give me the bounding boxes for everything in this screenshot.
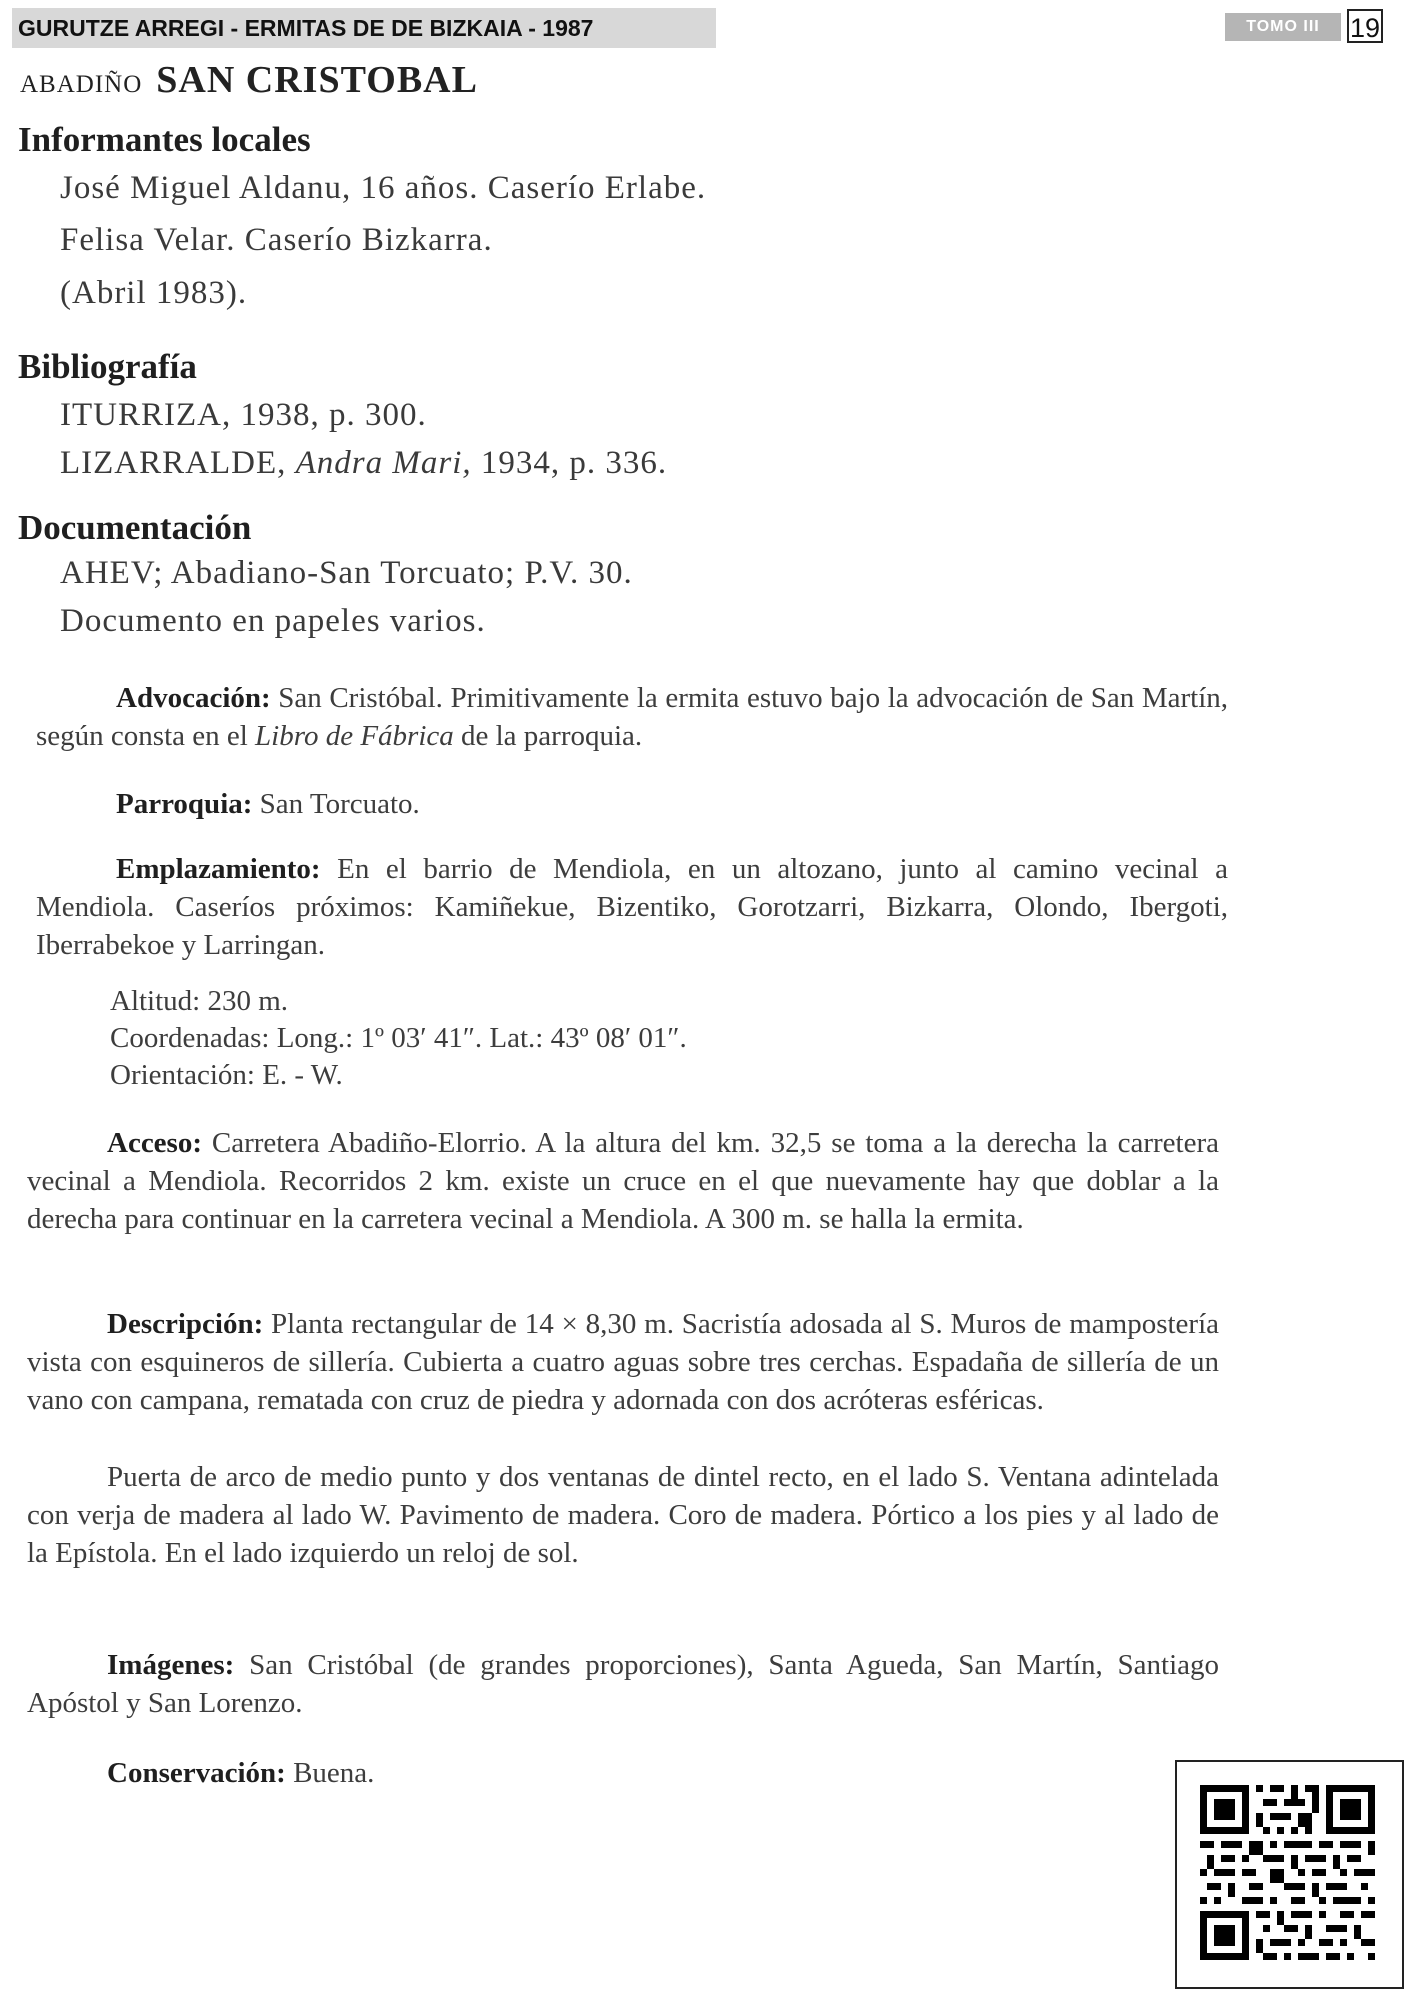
running-header: GURUTZE ARREGI - ERMITAS DE DE BIZKAIA - 1987 [12,8,716,48]
informante-date: (Abril 1983). [60,275,248,311]
bib-author: LIZARRALDE, [60,445,287,481]
parroquia-label: Parroquia: [116,788,253,820]
acceso-label: Acceso: [107,1127,203,1159]
documentacion-line: AHEV; Abadiano-San Torcuato; P.V. 30. [60,555,633,591]
altitud: Altitud: 230 m. [110,985,289,1017]
imagenes-text: San Cristóbal (de grandes proporciones), Santa Agueda, San Martín, Santiago Apóstol y San Lorenzo. [27,1649,1220,1719]
acceso-text: Carretera Abadiño-Elorrio. A la altura del km. 32,5 se toma a la derecha la carretera vecinal a Mendiola. Recorridos 2 km. existe un cruce en el que nuevamente hay que doblar a la derecha para continuar en la carretera vecinal a Mendiola. A 300 m. se halla la ermita. [27,1127,1219,1235]
descripcion-paragraph [27,1305,1219,1419]
emplazamiento-label: Emplazamiento: [116,853,321,885]
descripcion-text: Planta rectangular de 14 × 8,30 m. Sacristía adosada al S. Muros de mampostería vista con esquineros de sillería. Cubierta a cuatro aguas sobre tres cerchas. Espadaña de sillería de un vano con campana, rematada con cruz de piedra y adornada con dos acróteras esféricas. [27,1308,1219,1416]
informantes-heading: Informantes locales [18,120,311,159]
imagenes-paragraph [27,1646,1219,1722]
hermitage-name: SAN CRISTOBAL [156,59,478,101]
qr-code-icon [1200,1785,1375,1960]
emplazamiento-text: En el barrio de Mendiola, en un altozano, junto al camino vecinal a Mendiola. Caseríos próximos: Kamiñekue, Bizentiko, Gorotzarri, Bizkarra, Olondo, Ibergoti, Iberrabekoe y Larringan. [36,853,1228,961]
qr-code-icon[interactable] [1175,1760,1404,1989]
coordenadas: Coordenadas: Long.: 1º 03′ 41″. Lat.: 43º 08′ 01″. [110,1022,687,1054]
documentacion-line: Documento en papeles varios. [60,603,486,639]
acceso-paragraph [27,1124,1219,1238]
descripcion-label: Descripción: [107,1308,264,1340]
bibliografia-line [60,445,667,482]
informante-line: José Miguel Aldanu, 16 años. Caserío Erlabe. [60,170,707,206]
documentacion-heading: Documentación [18,508,252,547]
bib-work: Andra Mari, [295,445,472,481]
advocacion-text: San Cristóbal. Primitivamente la ermita estuvo bajo la advocación de San Martín, según consta en el [36,682,1229,752]
emplazamiento-paragraph [36,850,1228,964]
volume-indicator [1225,9,1381,43]
town-name: ABADIÑO [20,71,143,98]
descripcion-text-2: Puerta de arco de medio punto y dos ventanas de dintel recto, en el lado S. Ventana adintelada con verja de madera al lado W. Pavimento de madera. Coro de madera. Pórtico a los pies y al lado de la Epístola. En el lado izquierdo un reloj de sol. [27,1461,1219,1569]
informante-line: Felisa Velar. Caserío Bizkarra. [60,222,493,258]
bibliografia-heading: Bibliografía [18,347,197,386]
conservacion-paragraph [27,1754,927,1792]
parroquia-paragraph [36,785,1228,823]
advocacion-label: Advocación: [116,682,271,714]
entry-title [20,58,478,102]
advocacion-paragraph [36,679,1228,755]
bibliografia-line: ITURRIZA, 1938, p. 300. [60,397,427,433]
bib-details: 1934, p. 336. [480,445,668,481]
orientacion: Orientación: E. - W. [110,1059,343,1091]
imagenes-label: Imágenes: [107,1649,235,1681]
advocacion-book: Libro de Fábrica [255,720,454,752]
page-number: 19 [1347,9,1383,43]
parroquia-text: San Torcuato. [259,788,420,820]
advocacion-text-end: de la parroquia. [461,720,643,752]
conservacion-text: Buena. [293,1757,375,1789]
descripcion-paragraph-2 [27,1458,1219,1572]
volume-label: TOMO III [1225,13,1341,41]
conservacion-label: Conservación: [107,1757,286,1789]
